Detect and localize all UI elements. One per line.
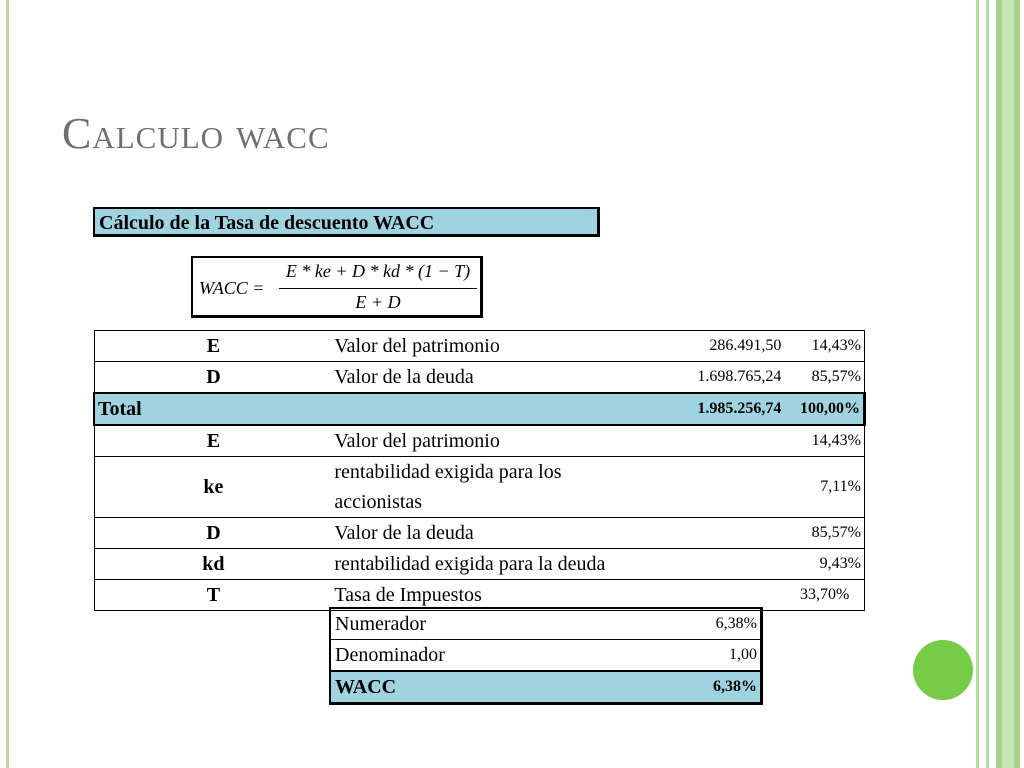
row-value xyxy=(643,457,785,518)
row-description: Tasa de Impuestos xyxy=(332,580,643,611)
table-row xyxy=(94,362,865,394)
row-symbol: D xyxy=(94,362,332,394)
result-label: Numerador xyxy=(330,608,633,640)
formula-numerator: E * ke + D * kd * (1 − T) xyxy=(285,261,471,281)
table-row xyxy=(94,518,865,549)
frame-right-band-inner xyxy=(1002,0,1014,768)
decorative-green-circle xyxy=(913,640,973,700)
row-symbol: E xyxy=(94,331,332,362)
row-symbol: T xyxy=(94,580,332,611)
row-value: 1.698.765,24 xyxy=(643,362,785,394)
formula-fraction-bar xyxy=(279,288,477,289)
frame-right-line xyxy=(986,0,989,768)
slide-title: Calculo wacc xyxy=(62,109,330,158)
row-value: 286.491,50 xyxy=(643,331,785,362)
wacc-inputs-table xyxy=(93,330,866,611)
row-value xyxy=(643,549,785,580)
row-symbol: D xyxy=(94,518,332,549)
table-row xyxy=(94,425,865,457)
wacc-result-table xyxy=(329,607,763,705)
row-description: Valor de la deuda xyxy=(332,362,643,394)
formula-denominator: E + D xyxy=(355,292,401,312)
result-value: 6,38% xyxy=(633,608,761,640)
row-value xyxy=(643,580,785,611)
table-row xyxy=(330,608,762,640)
total-row xyxy=(94,393,865,425)
row-percent: 14,43% xyxy=(785,425,864,457)
result-value: 1,00 xyxy=(633,640,761,672)
wacc-formula xyxy=(191,256,483,318)
table-row xyxy=(94,457,865,518)
row-percent: 85,57% xyxy=(785,362,864,394)
row-percent: 14,43% xyxy=(785,331,864,362)
result-label: Denominador xyxy=(330,640,633,672)
row-description: Valor de la deuda xyxy=(332,518,643,549)
frame-right-line xyxy=(976,0,979,768)
row-percent: 7,11% xyxy=(785,457,864,518)
result-value: 6,38% xyxy=(633,671,761,704)
row-value xyxy=(643,425,785,457)
row-description: rentabilidad exigida para la deuda xyxy=(332,549,643,580)
row-description: rentabilidad exigida para los accionistas xyxy=(332,457,643,518)
table-row xyxy=(94,549,865,580)
row-percent: 33,70% xyxy=(785,580,864,611)
row-value xyxy=(643,518,785,549)
formula-lhs: WACC = xyxy=(199,278,265,298)
row-description: Valor del patrimonio xyxy=(332,425,643,457)
calc-box-title: Cálculo de la Tasa de descuento WACC xyxy=(93,207,600,237)
wacc-result-row xyxy=(330,671,762,704)
frame-left-line xyxy=(6,0,9,768)
row-value: 1.985.256,74 xyxy=(643,393,785,425)
row-percent: 9,43% xyxy=(785,549,864,580)
table-row xyxy=(330,640,762,672)
row-symbol: ke xyxy=(94,457,332,518)
row-symbol: kd xyxy=(94,549,332,580)
row-percent: 85,57% xyxy=(785,518,864,549)
table-row xyxy=(94,331,865,362)
row-percent: 100,00% xyxy=(785,393,864,425)
result-label: WACC xyxy=(330,671,633,704)
table-row xyxy=(94,580,865,611)
row-symbol: E xyxy=(94,425,332,457)
row-description: Valor del patrimonio xyxy=(332,331,643,362)
row-description xyxy=(332,393,643,425)
row-symbol: Total xyxy=(94,393,332,425)
